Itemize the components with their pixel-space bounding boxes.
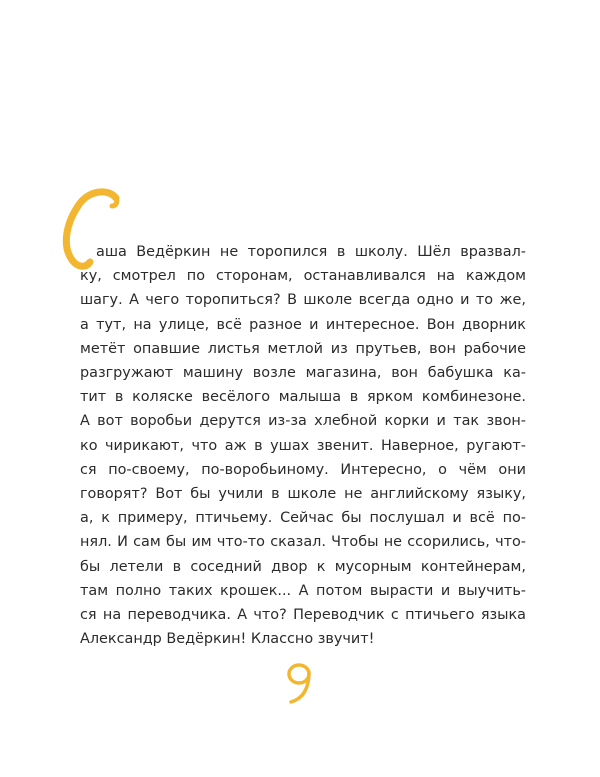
text-line: ку, смотрел по сторонам, останавливался на каждом bbox=[80, 268, 526, 285]
text-line: нял. И сам бы им что-то сказал. Чтобы не ссорились, что- bbox=[80, 534, 526, 551]
text-line: ся по-своему, по-воробьиному. Интересно, о чём они bbox=[80, 461, 526, 478]
text-line: аша Ведёркин не торопился в школу. Шёл вразвал- bbox=[96, 244, 526, 260]
text-line: разгружают машину возле магазина, вон бабушка ка- bbox=[80, 365, 526, 382]
text-line: тит в коляске весёлого малыша в ярком комбинезоне. bbox=[80, 389, 526, 406]
text-line: а, к примеру, птичьему. Сейчас бы послушал и всё по- bbox=[80, 510, 526, 527]
text-line: шагу. А чего торопиться? В школе всегда одно и то же, bbox=[80, 292, 526, 309]
text-line: там полно таких крошек... А потом вырасти и выучить- bbox=[80, 582, 526, 599]
text-line: метёт опавшие листья метлой из прутьев, вон рабочие bbox=[80, 340, 526, 357]
page-number bbox=[265, 658, 335, 708]
text-line: А вот воробьи дерутся из-за хлебной корки и так звон- bbox=[80, 413, 526, 430]
text-line: Александр Ведёркин! Классно звучит! bbox=[80, 631, 375, 648]
story-paragraph bbox=[80, 240, 526, 651]
text-line: говорят? Вот бы учили в школе не английскому языку, bbox=[80, 486, 526, 503]
text-line: а тут, на улице, всё разное и интересное. Вон дворник bbox=[80, 316, 526, 333]
text-line: ко чирикают, что аж в ушах звенит. Наверное, ругают- bbox=[80, 437, 526, 454]
text-line: ся на переводчика. А что? Переводчик с птичьего языка bbox=[80, 607, 526, 624]
text-line: бы летели в соседний двор к мусорным контейнерам, bbox=[80, 558, 526, 575]
